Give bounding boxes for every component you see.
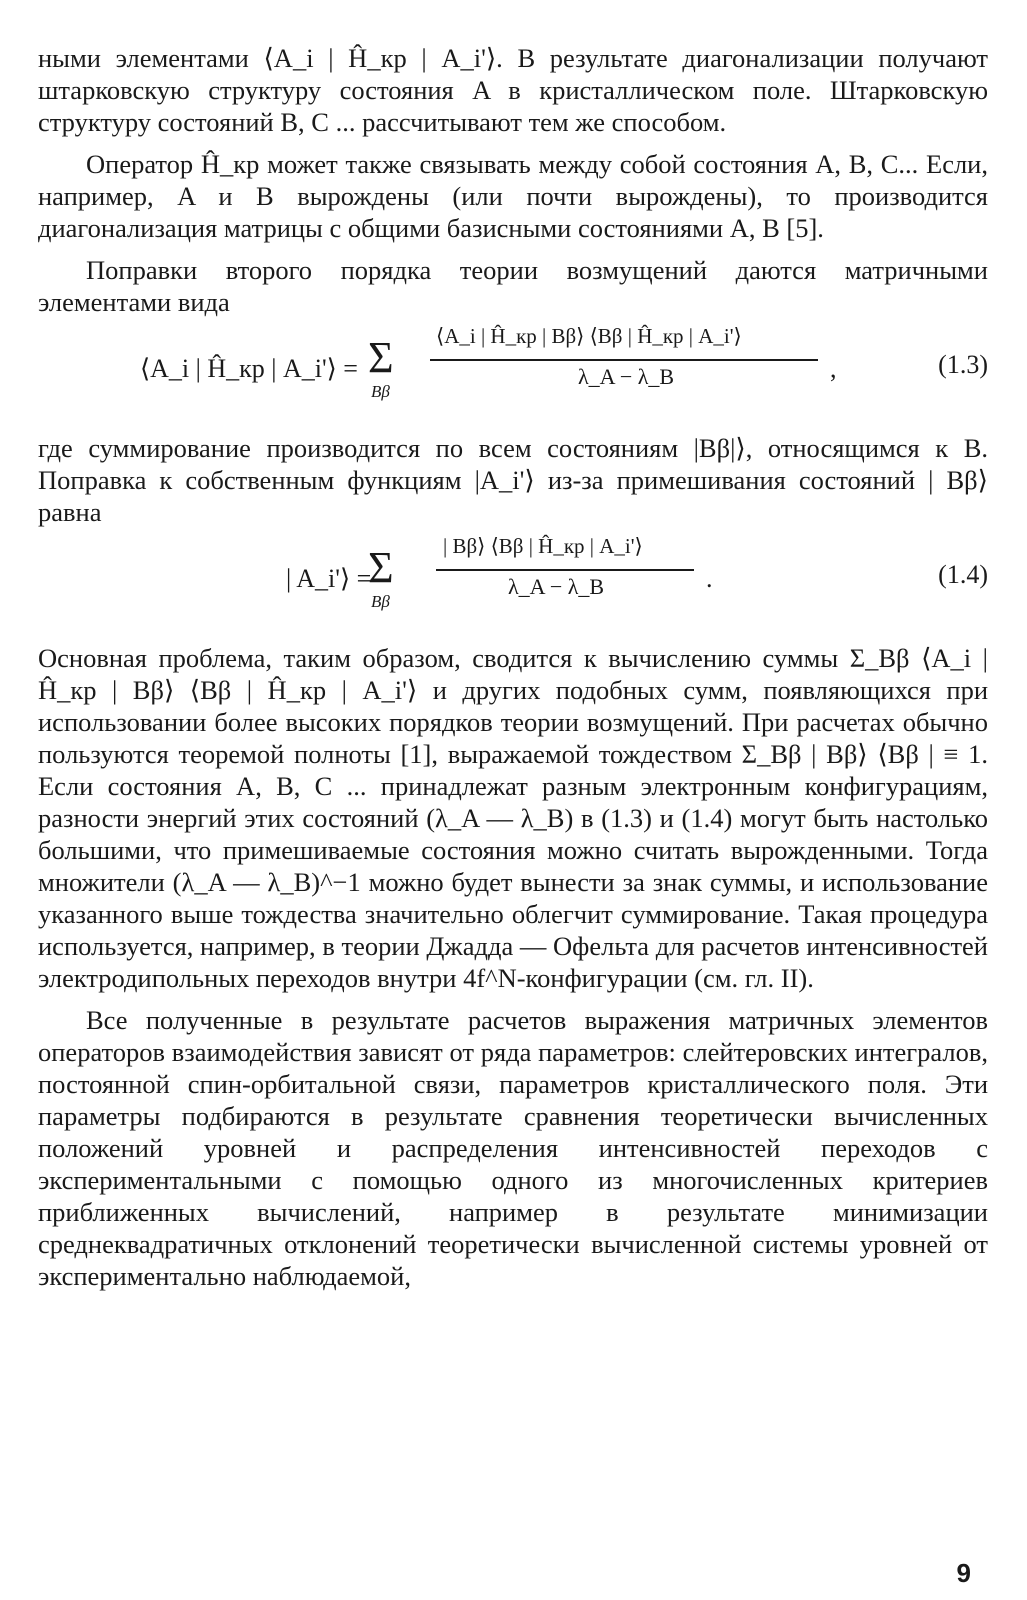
page-number: 9 — [956, 1558, 971, 1588]
formula-1-4-fraction-bar — [436, 569, 694, 571]
formula-1-4-number: (1.4) — [938, 560, 988, 589]
formula-1-4-sum-index: Bβ — [371, 592, 390, 611]
formula-1-3-lhs: ⟨A_i | Ĥ_кр | A_i'⟩ = — [140, 354, 358, 383]
paragraph-parameters: Все полученные в результате расчетов выражения матричных элементов операторов взаимодействия зависят от ряда параметров: слейтеровских интегралов, постоянной спин-орбитальной связи, параметров кристаллического поля. Эти параметры подбираются в результате сравнения теоретически вычисленных положений уровней и распределения интенсивностей переходов с экспериментальными с помощью одного из многочисленных критериев приближенных вычислений, например в результате минимизации среднеквадратичных отклонений теоретически вычисленной системы уровней от экспериментально наблюдаемой, — [38, 1005, 988, 1291]
formula-1-3-denominator: λ_A − λ_B — [578, 364, 675, 389]
formula-1-4-numerator: | Bβ⟩ ⟨Bβ | Ĥ_кр | A_i'⟩ — [443, 534, 643, 558]
paragraph-summation: где суммирование производится по всем состояниям |Bβ|⟩, относящимся к B. Поправка к собственным функциям |A_i'⟩ из-за примешивания состояний | Bβ⟩ равна — [38, 433, 988, 527]
formula-1-4-sum-sign: Σ — [368, 543, 394, 592]
formula-1-3-sum-index: Bβ — [371, 382, 390, 401]
formula-1-3-numerator: ⟨A_i | Ĥ_кр | Bβ⟩ ⟨Bβ | Ĥ_кр | A_i'⟩ — [436, 324, 742, 348]
paragraph-second-order: Поправки второго порядка теории возмущений даются матричными элементами вида — [38, 255, 988, 317]
formula-1-3 — [38, 324, 988, 424]
formula-1-4-period: . — [706, 564, 713, 593]
formula-1-3-sum-sign: Σ — [368, 333, 394, 382]
document-page — [38, 42, 988, 1292]
formula-1-3-fraction-bar — [430, 359, 818, 361]
paragraph-operator: Оператор Ĥ_кр может также связывать между собой состояния A, B, C... Если, например, A и B вырождены (или почти вырождены), то производится диагонализация матрицы с общими базисными состояниями A, B [5]. — [38, 149, 988, 243]
formula-1-4-denominator: λ_A − λ_B — [508, 574, 605, 599]
formula-1-3-comma: , — [830, 354, 837, 383]
formula-1-4-lhs: | A_i'⟩ = — [286, 564, 372, 593]
formula-1-3-number: (1.3) — [938, 350, 988, 379]
formula-1-4 — [38, 534, 988, 634]
paragraph-matrix-elements: ными элементами ⟨A_i | Ĥ_кр | A_i'⟩. В результате диагонализации получают штарковскую структуру состояния A в кристаллическом поле. Штарковскую структуру состояний B, C ... рассчитывают тем же способом. — [38, 43, 988, 137]
paragraph-main-problem: Основная проблема, таким образом, сводится к вычислению суммы Σ_Bβ ⟨A_i | Ĥ_кр | Bβ⟩ ⟨Bβ | Ĥ_кр | A_i'⟩ и других подобных сумм, появляющихся при использовании более высоких порядков теории возмущений. При расчетах обычно пользуются теоремой полноты [1], выражаемой тождеством Σ_Bβ | Bβ⟩ ⟨Bβ | ≡ 1. Если состояния A, B, C ... принадлежат разным электронным конфигурациям, разности энергий этих состояний (λ_A — λ_B) в (1.3) и (1.4) могут быть настолько большими, что примешиваемые состояния можно считать вырожденными. Тогда множители (λ_A — λ_B)^−1 можно будет вынести за знак суммы, и использование указанного выше тождества значительно облегчит суммирование. Такая процедура используется, например, в теории Джадда — Офельта для расчетов интенсивностей электродипольных переходов внутри 4f^N-конфигурации (см. гл. II). — [38, 643, 988, 993]
